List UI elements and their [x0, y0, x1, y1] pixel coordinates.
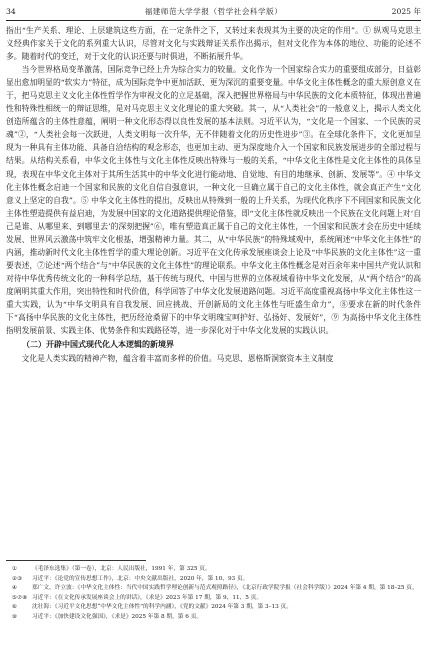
footnote-text: 沈壮海：《习近平文化思想“中华文化主体性”的科学内涵》，《党的文献》2024 年第 3 期，第 3–13 页。	[32, 604, 292, 611]
body-paragraph: 文化是人类实践的精神产物，蕴含着丰富而多样的价值。马克思、恩格斯洞察资本主义制度	[21, 354, 334, 364]
footnote	[12, 575, 421, 585]
footnote-text: 郑广文、许立波：《中华文化主体性：当代中国实践哲学理论创新与范式观照路径》，《北京行政学院学报（社会科学版）》2024 年第 4 期，第 18–25 页。	[32, 585, 418, 592]
body-paragraph: 当今世界格局变革激荡，国际竞争已经上升为综合实力的较量。文化作为一个国家综合实力的重要组成部分，日益彰显出愈加明显的“软实力”特征，成为国际竞争中更加活跃、更为深沉的重要变量。中华文化主体性概念的重大原创意义在于，把马克思主义文化主体性哲学作为审视文化的立足基础，深入把握世界格局与中华民族的文化本质特征，体现出普遍性和特殊性相统一的辩证思维，是对马克思主义文化理论的重大突破。其一，从“人类社会”的一般意义上，揭示人类文化创造所蕴含的主体性意蕴，阐明一种文化形态得以良性发展的基本法则。习近平认为，“文化是一个国家、一个民族的灵魂”②，“人类社会每一次跃进，人类文明每一次升华，无不伴随着文化的历史性进步”③。在全球化条件下，文化更加呈现为一种具有主体功能、具备自洽结构的观念形态，也更加主动、更为深度地介入一个国家和民族发展进步的全部过程与结果。从结构关系看，中华文化主体性与文化主体性反映出特殊与一般的关系，“中华文化主体性是文化主体性的具体呈现，表现在中华文化主体对于其所生活其中的中华文化进行能动地、自觉地、有目的地继承、创新、发展等”。④ 中华文化主体性概念启迪一个国家和民族的文化自信自强意识，一种文化一旦确立属于自己的文化主体性，就会真正产生“文化意义上坚定的自我”。⑤ 中华文化主体性的提出，反映出从特殊到一般的上升关系，为现代化秩序下不同国家和民族文化主体性塑造提供有益启迪，为发展中国家的文化道路提供理论借鉴，即“文化主体性就反映出一个民族在文化问题上对‘自己是谁、从哪里来、到哪里去’的深刻把握”⑥，唯有塑造真正属于自己的文化主体性，一个国家和民族才会在历史中延续发展、世界风云激荡中筑牢文化根基，增强精神力量。其二，从“中华民族”的特殊域观中，系统阐述“中华文化主体性”的内涵，推动新时代文化主体性哲学的重大理论创新。习近平在文化传承发展座谈会上论及“中华民族的文化主体性”这一重要表述，⑦论述“两个结合”与“中华民族的文化主体性”的理论联系。中华文化主体性概念是对百余年来中国共产党认识和对待中华优秀传统文化的一种科学总结，基于传统与现代、中国与世界的立体视域看待中华文化发展，从“两个结合”的高度阐明其重大作用，突出特性和时代价值，科学回答了中华文化发展道路问题。习近平高度重视高扬中华文化主体性这一重大实践，认为“中华文明具有自我发展、回应挑战、开创新局的文化主体性与旺盛生命力”，⑧要求在新的时代条件下“高扬中华民族的文化主体性，把历经沧桑留下的中华文明瑰宝呵护好、弘扬好、发展好”，⑨ 为高扬中华文化主体性指明发展前景、实践主体、优势条件和实践路径等，进一步深化对于中华文化发展的实践认识。	[6, 65, 421, 336]
footnotes	[12, 565, 421, 623]
footnote-divider	[6, 560, 146, 561]
footnote	[12, 565, 421, 575]
footnote-mark: ①	[12, 566, 18, 572]
journal-title: 福建师范大学学报（哲学社会科学版）	[144, 7, 283, 16]
running-header	[6, 4, 421, 21]
section-subheading: （二）开辟中国式现代化人本逻辑的新境界	[22, 340, 174, 350]
footnote-text: 《毛泽东选集》（第一卷），北京：人民出版社，1991 年，第 325 页。	[32, 566, 211, 572]
footnote-text: 习近平：《在文化传承发展座谈会上的讲话》，《求是》2023 年第 17 期，第 9、11、5 页。	[32, 594, 263, 601]
footnote-text: 习近平：《加快建设文化强国》，《求是》2025 年第 8 期，第 6 页。	[32, 613, 203, 620]
footnote-mark: ②③	[12, 575, 23, 582]
footnote-text: 习近平：《论党的宣传思想工作》，北京：中央文献出版社，2020 年，第 10、93 页。	[32, 575, 249, 582]
footnote-mark: ⑥	[12, 604, 18, 611]
footnote	[12, 613, 421, 623]
footnote-mark: ④	[12, 585, 18, 592]
article-body	[6, 24, 421, 365]
footnote	[12, 594, 421, 604]
body-paragraph: 指出“生产关系、理论、上层建筑这些方面，在一定条件之下，又转过来表现其为主要的决定的作用”。① 纵观马克思主义经典作家关于文化的系列重大认识，尽管对文化与实践辩证关系作出揭示，但对文化作为本体的地位、功能的论述不多。随着时代的变迁，对于文化的认识还要与时俱进，不断拓展升华。	[6, 26, 421, 62]
footnote-mark: ⑨	[12, 613, 18, 620]
footnote-mark: ⑤⑦⑧	[12, 594, 28, 601]
footnote	[12, 603, 421, 613]
issue-year: 2025 年	[391, 7, 421, 16]
page-number: 34	[6, 7, 16, 16]
footnote	[12, 584, 421, 594]
